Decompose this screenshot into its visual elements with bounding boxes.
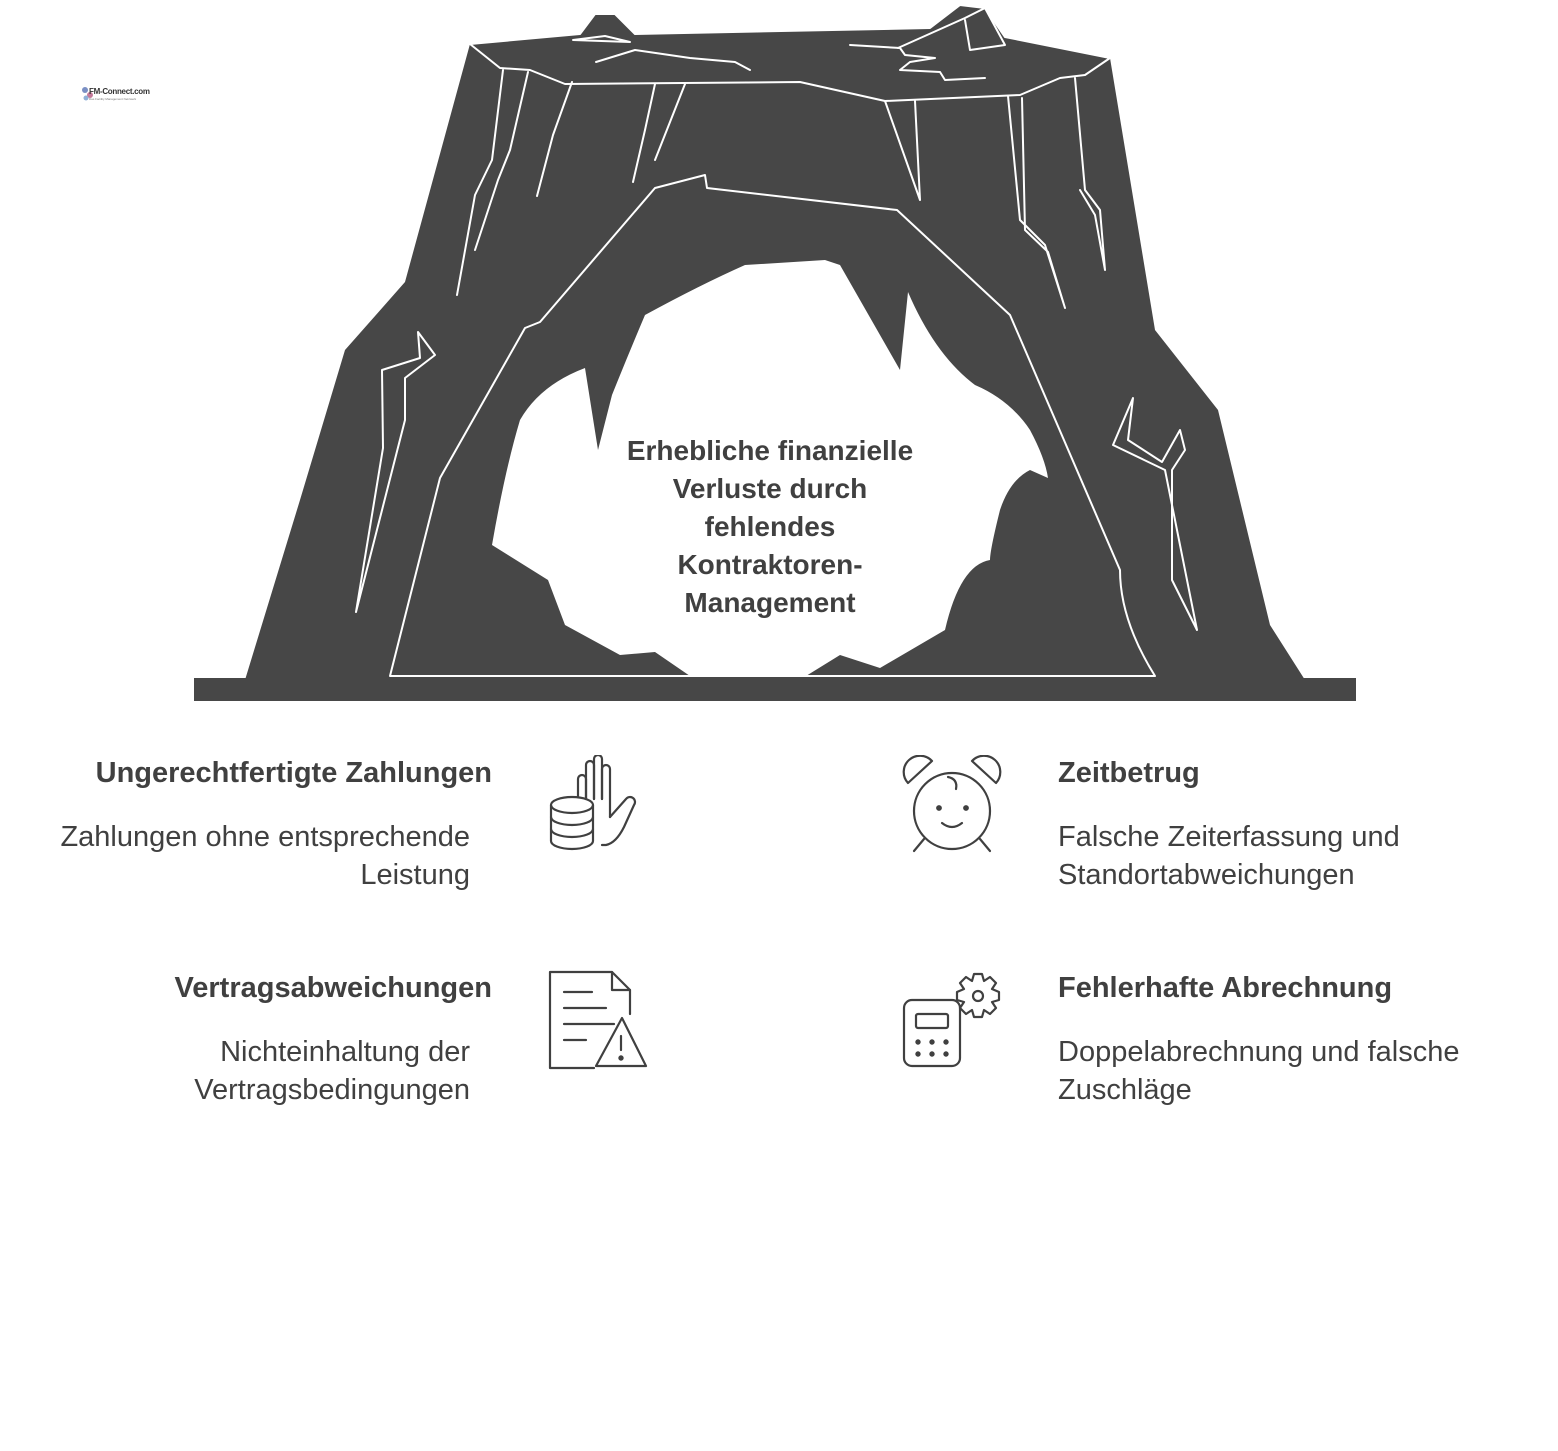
document-warning-icon [548,970,650,1072]
item-desc-contract-deviations: Nichteinhaltung der Vertragsbedingungen [194,1036,470,1106]
calculator-gear-icon [902,970,1004,1072]
ground-bar [194,678,1356,701]
hand-coins-icon [548,755,650,855]
logo-tagline: Das Facility Management Netzwerk [89,97,137,101]
item-title-faulty-billing: Fehlerhafte Abrechnung [1058,972,1393,1004]
item-title-time-fraud: Zeitbetrug [1058,757,1200,789]
alarm-clock-icon [902,755,1004,855]
item-desc-time-fraud: Falsche Zeiterfassung und Standortabweichungen [1058,821,1400,891]
item-title-contract-deviations: Vertragsabweichungen [174,972,492,1004]
item-desc-faulty-billing: Doppelabrechnung und falsche Zuschläge [1058,1036,1460,1106]
logo [80,78,150,108]
item-title-unjustified-payments: Ungerechtfertigte Zahlungen [95,757,492,789]
logo-text: FM-Connect.com [89,87,150,96]
central-title: Erhebliche finanzielle Verluste durch fehlendes Kontraktoren-Management [626,435,914,618]
item-desc-unjustified-payments: Zahlungen ohne entsprechende Leistung [60,821,470,891]
